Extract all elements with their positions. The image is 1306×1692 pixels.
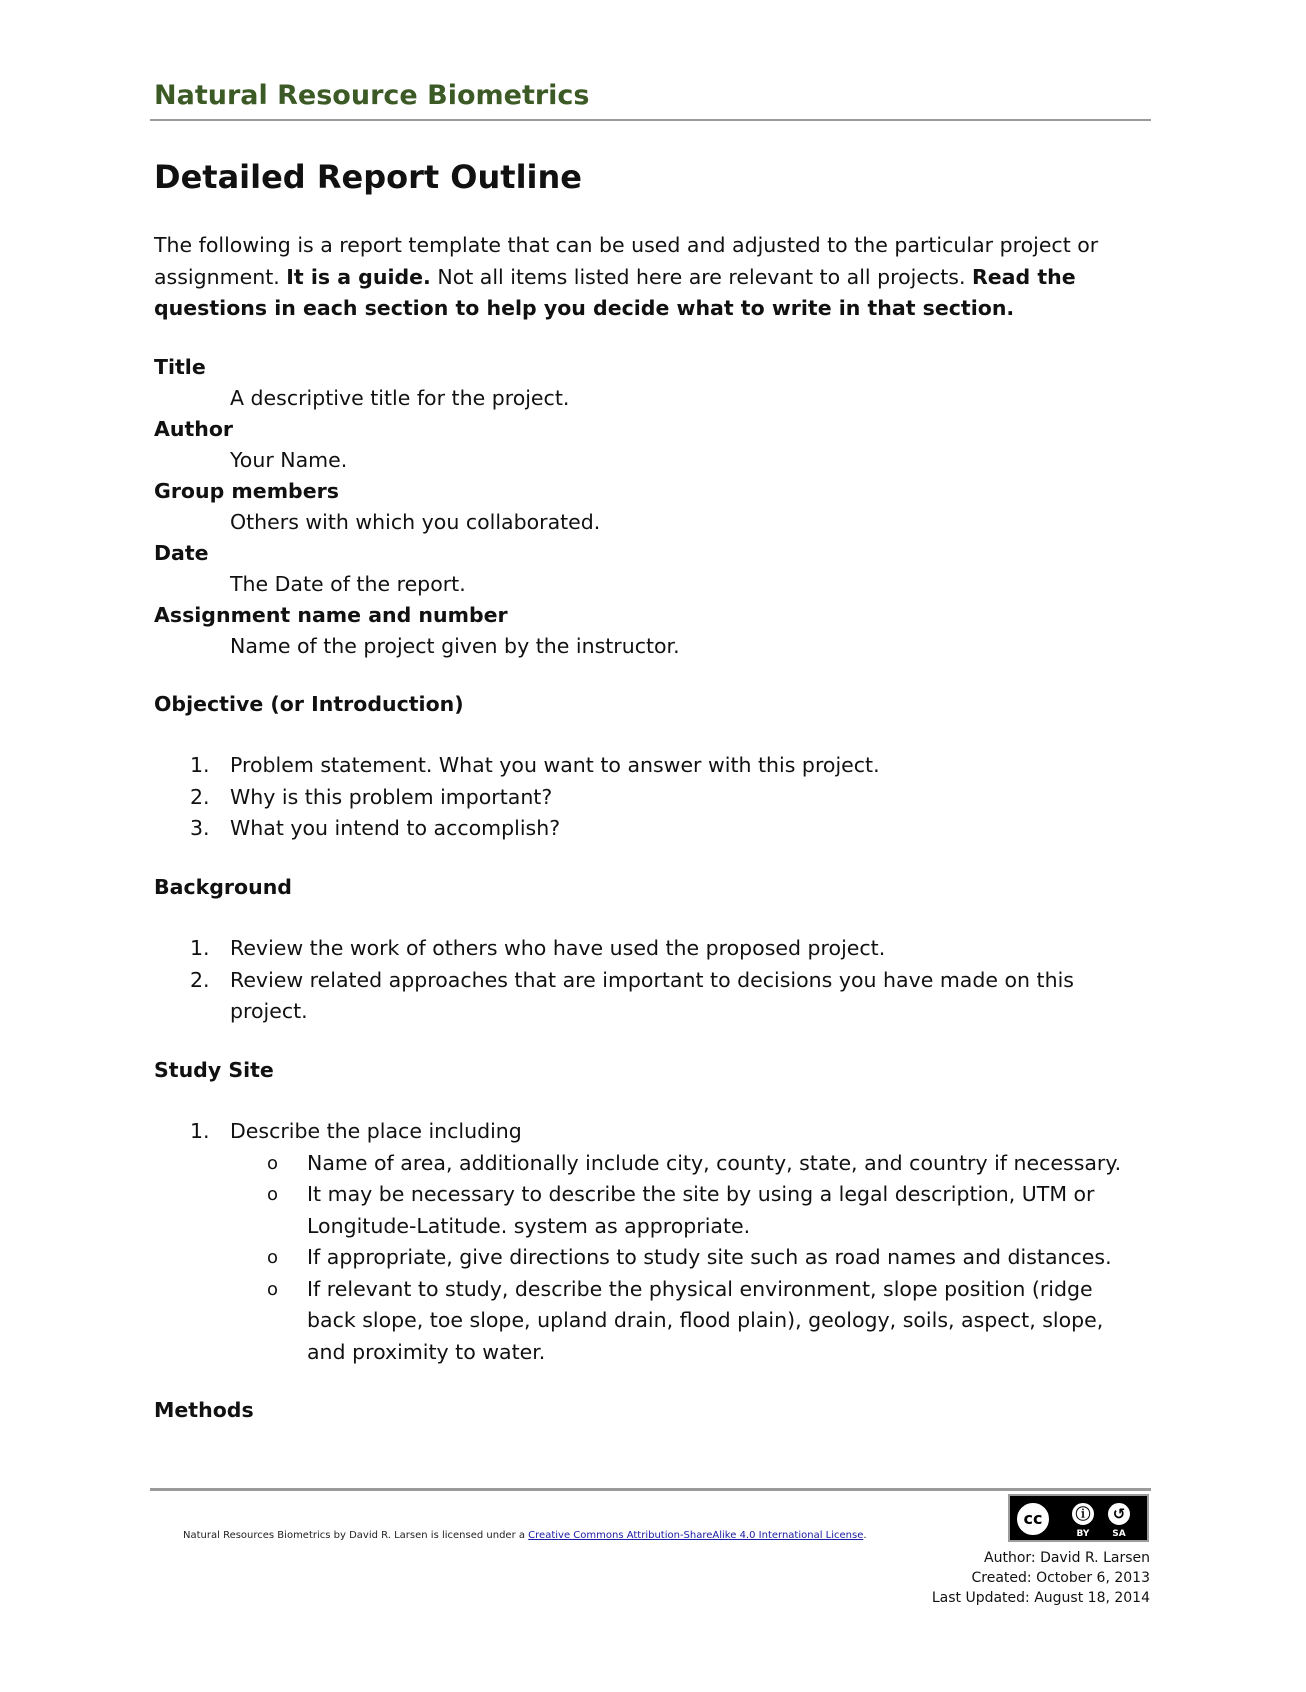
created-line: Created: October 6, 2013 (971, 1570, 1150, 1586)
intro-bold-instruction: Read the questions in each section to help you decide what to write in that section. (154, 264, 1076, 320)
study-site-list (154, 1116, 1144, 1368)
list-number: 2. (190, 967, 210, 992)
section-heading-objective: Objective (or Introduction) (154, 692, 464, 716)
author-line: Author: David R. Larsen (984, 1550, 1150, 1566)
section-heading-methods: Methods (154, 1398, 254, 1422)
list-number: 1. (190, 753, 210, 777)
intro-text-1: The following is a report template that can be used and adjusted to the particular project or assignment. (154, 233, 1099, 289)
field-label-title: Title (154, 355, 206, 379)
document-metadata (932, 1548, 1150, 1608)
objective-list (154, 750, 1144, 845)
field-desc-title: A descriptive title for the project. (230, 386, 570, 410)
footer-divider (150, 1488, 1151, 1491)
sublist-item-text: If relevant to study, describe the physical environment, slope position (ridge back slope, toe slope, upland drain, flood plain), geology, soils, aspect, slope, and proximity to water. (307, 1276, 1104, 1364)
list-item (154, 965, 1144, 1028)
list-item-text: Describe the place including (230, 1119, 522, 1143)
list-number: 2. (190, 784, 210, 809)
sublist-item (230, 1274, 1144, 1369)
license-suffix: . (863, 1530, 867, 1541)
updated-line: Last Updated: August 18, 2014 (931, 1590, 1150, 1606)
cc-icon: cc (1014, 1500, 1052, 1538)
list-item (154, 813, 1144, 845)
intro-bold-guide: It is a guide. (286, 264, 431, 289)
field-label-author: Author (154, 417, 234, 441)
field-desc-date: The Date of the report. (230, 572, 466, 596)
list-item-text: What you intend to accomplish? (230, 816, 561, 840)
list-item (154, 1116, 1144, 1368)
document-title: Detailed Report Outline (154, 158, 582, 196)
license-link[interactable]: Creative Commons Attribution-ShareAlike 4.0 International License (528, 1530, 864, 1541)
by-label: BY (1076, 1529, 1090, 1539)
sublist-item-text: It may be necessary to describe the site by using a legal description, UTM or Longitude-Latitude. system as appropriate. (307, 1182, 1095, 1238)
intro-paragraph (154, 230, 1144, 325)
section-heading-study-site: Study Site (154, 1058, 274, 1082)
list-number: 3. (190, 816, 210, 840)
list-item (154, 782, 1144, 814)
cc-by-sa-badge[interactable] (1008, 1494, 1149, 1542)
sublist-item-text: If appropriate, give directions to study site such as road names and distances. (307, 1245, 1112, 1269)
list-number: 1. (190, 1119, 210, 1143)
field-desc-author: Your Name. (230, 448, 348, 472)
report-fields (154, 352, 1144, 662)
bullet-marker: o (267, 1278, 279, 1300)
field-desc-group-members: Others with which you collaborated. (230, 510, 601, 534)
attribution-icon: ⓘ (1070, 1501, 1096, 1527)
sublist-item (230, 1242, 1144, 1274)
bullet-marker: o (267, 1247, 279, 1268)
header-divider (150, 119, 1151, 121)
field-label-group-members: Group members (154, 479, 339, 503)
sublist-item-text: Name of area, additionally include city, county, state, and country if necessary. (307, 1150, 1122, 1175)
sublist-item (230, 1148, 1144, 1180)
list-item-text: Problem statement. What you want to answer with this project. (230, 753, 880, 777)
field-desc-assignment: Name of the project given by the instructor. (230, 634, 680, 658)
bullet-marker: o (267, 1152, 279, 1174)
field-label-assignment: Assignment name and number (154, 603, 508, 627)
license-statement (183, 1530, 867, 1541)
field-label-date: Date (154, 541, 209, 565)
share-alike-icon: ↺ (1106, 1501, 1132, 1527)
sa-label: SA (1112, 1529, 1126, 1539)
section-heading-background: Background (154, 875, 292, 899)
background-list (154, 933, 1144, 1028)
list-item-text: Review the work of others who have used the proposed project. (230, 936, 886, 960)
list-item-text: Review related approaches that are important to decisions you have made on this project. (230, 967, 1074, 1023)
header-title: Natural Resource Biometrics (154, 80, 590, 111)
sublist-item (230, 1179, 1144, 1242)
study-site-sublist (230, 1148, 1144, 1369)
list-item (154, 933, 1144, 965)
intro-text-2: Not all items listed here are relevant to all projects. (430, 264, 972, 289)
license-prefix: Natural Resources Biometrics by David R. Larsen is licensed under a (183, 1530, 529, 1541)
list-item (154, 750, 1144, 782)
list-number: 1. (190, 936, 210, 960)
bullet-marker: o (267, 1184, 279, 1205)
list-item-text: Why is this problem important? (230, 784, 553, 809)
